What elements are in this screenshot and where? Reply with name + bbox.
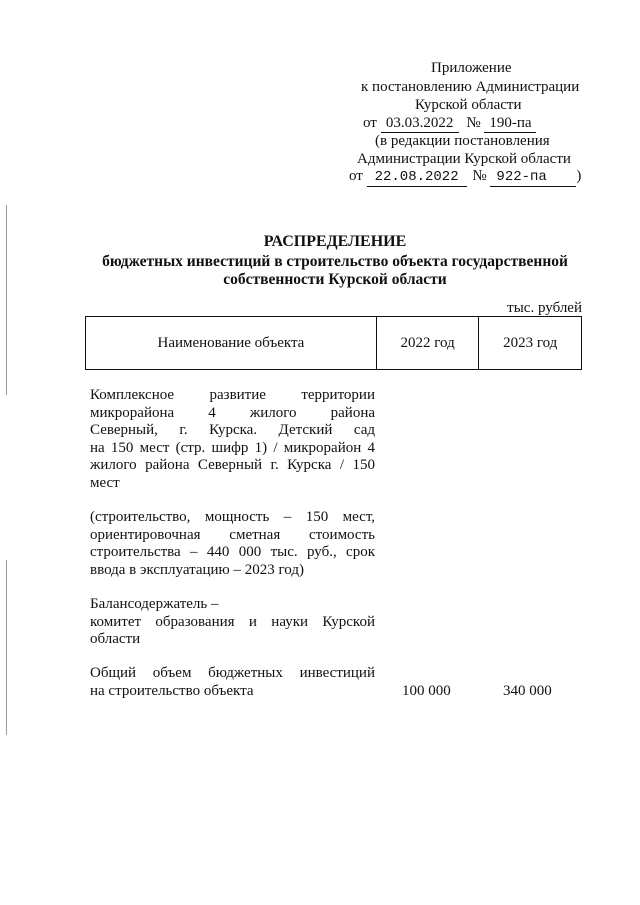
text-line: на строительство объекта xyxy=(90,682,254,699)
text-line: области xyxy=(90,631,141,647)
header-line-resolution: к постановлению Администрации xyxy=(361,79,580,95)
resolution-date: 03.03.2022 xyxy=(381,115,459,133)
text-line: микрорайона 4 жилого района xyxy=(90,404,375,421)
scan-edge xyxy=(6,560,7,735)
text-line: Комплексное развитие территории xyxy=(90,387,375,403)
amend-close-paren: ) xyxy=(576,168,582,184)
text-line: строительства – 440 000 тыс. руб., срок xyxy=(90,544,375,560)
text-line: Балансодержатель – xyxy=(90,596,219,612)
text-line: жилого района Северный г. Курска / 150 xyxy=(90,457,375,473)
header-line-appendix: Приложение xyxy=(431,60,512,76)
scan-edge xyxy=(6,205,7,395)
amend-number: 922-па xyxy=(490,169,576,187)
column-header-2022: 2022 год xyxy=(376,317,479,370)
column-header-2023: 2023 год xyxy=(479,317,582,370)
value-2022: 100 000 xyxy=(402,683,451,699)
text-line: на 150 мест (стр. шифр 1) / микрорайон 4 xyxy=(90,439,375,456)
approval-header xyxy=(330,60,610,190)
header-line-edition: (в редакции постановления xyxy=(375,133,550,149)
text-line: Общий объем бюджетных инвестиций xyxy=(90,665,375,681)
date-prefix: от xyxy=(363,115,377,131)
amend-date-prefix: от xyxy=(349,168,363,184)
page-subtitle-line1: бюджетных инвестиций в строительство объекта государственной xyxy=(102,253,568,270)
page-title: РАСПРЕДЕЛЕНИЕ xyxy=(263,233,407,250)
text-line: (строительство, мощность – 150 мест, xyxy=(90,509,375,525)
header-line-amend-date-number xyxy=(349,168,581,187)
text-line: комитет образования и науки Курской xyxy=(90,613,375,630)
object-parameters xyxy=(90,509,375,579)
header-line-region: Курской области xyxy=(415,97,522,113)
object-description xyxy=(90,387,375,492)
unit-label: тыс. рублей xyxy=(507,300,582,316)
amend-date: 22.08.2022 xyxy=(367,169,467,187)
column-header-object-name: Наименование объекта xyxy=(86,317,377,370)
text-line: мест xyxy=(90,474,120,491)
header-line-date-number xyxy=(363,115,536,133)
header-line-administration: Администрации Курской области xyxy=(357,151,571,167)
amend-number-prefix: № xyxy=(472,168,487,184)
number-prefix: № xyxy=(466,115,481,131)
value-2023: 340 000 xyxy=(503,683,552,699)
text-line: ввода в эксплуатацию – 2023 год) xyxy=(90,561,304,578)
page-subtitle-line2: собственности Курской области xyxy=(223,271,447,288)
text-line: Северный, г. Курска. Детский сад xyxy=(90,422,375,438)
resolution-number: 190-па xyxy=(484,115,536,133)
total-investment-label xyxy=(90,665,375,700)
balance-holder xyxy=(90,596,375,649)
table-header xyxy=(85,316,582,370)
text-line: ориентировочная сметная стоимость xyxy=(90,526,375,543)
